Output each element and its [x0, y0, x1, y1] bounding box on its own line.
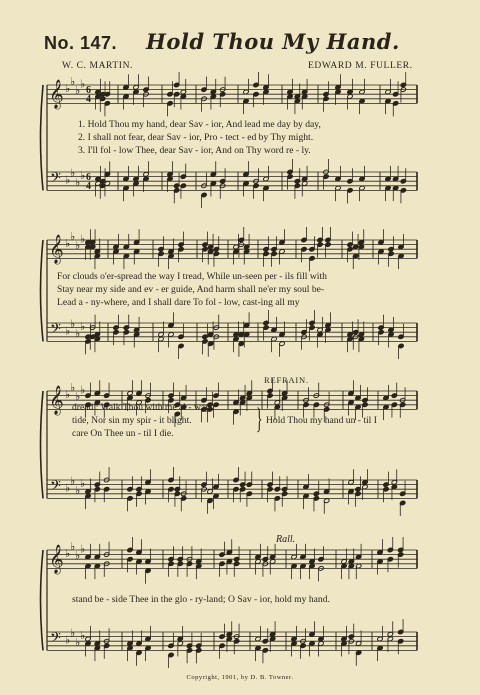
time-signature: 6: [86, 172, 91, 183]
poet-credit: W. C. MARTIN.: [62, 61, 134, 71]
flat-sign: ♭: [75, 390, 81, 404]
time-signature: 4: [86, 94, 91, 105]
flat-sign: ♭: [80, 319, 86, 333]
bass-clef-icon: 𝄢: [50, 630, 61, 650]
flat-sign: ♭: [75, 483, 81, 497]
bass-clef-icon: 𝄢: [50, 321, 61, 341]
flat-sign: ♭: [65, 324, 71, 338]
flat-sign: ♭: [70, 166, 76, 180]
time-signature: 6: [86, 85, 91, 96]
flat-sign: ♭: [70, 474, 76, 488]
flat-sign: ♭: [65, 387, 71, 401]
system3-refrain-text: Hold Thou my hand un - til I: [266, 415, 377, 426]
system2-verse3: Lead a - ny-where, and I shall dare To fol - low, cast-ing all my: [57, 297, 300, 308]
flat-sign: ♭: [75, 239, 81, 253]
flat-sign: ♭: [65, 173, 71, 187]
treble-clef-icon: 𝄞: [49, 234, 64, 263]
flat-sign: ♭: [70, 230, 76, 243]
flat-sign: ♭: [75, 326, 81, 340]
flat-sign: ♭: [75, 549, 81, 563]
flat-sign: ♭: [75, 84, 81, 98]
flat-sign: ♭: [65, 633, 71, 647]
composer-credit: EDWARD M. FULLER.: [308, 61, 413, 71]
flat-sign: ♭: [70, 75, 76, 88]
system3-verse2: tide, Nor sin my spir - it blight.: [72, 415, 192, 426]
system2-verse1: For clouds o'er-spread the way I tread, While un-seen per - ils fill with: [57, 271, 327, 282]
system-brace: [41, 240, 44, 341]
flat-sign: ♭: [70, 626, 76, 640]
verse-brace: }: [255, 402, 263, 435]
system1-verse3: 3. I'll fol - low Thee, dear Sav - ior, And on Thy word re - ly.: [78, 145, 311, 156]
copyright-line: Copyright, 1901, by D. B. Towner.: [186, 674, 294, 681]
treble-clef-icon: 𝄞: [49, 385, 64, 414]
bass-clef-icon: 𝄢: [50, 170, 61, 190]
system-brace: [41, 85, 44, 190]
system3-verse1: dread : Walk Thou with me al - way.: [72, 402, 212, 413]
flat-sign: ♭: [75, 635, 81, 649]
hymn-number: No. 147.: [44, 33, 118, 53]
treble-clef-icon: 𝄞: [49, 544, 64, 573]
flat-sign: ♭: [75, 175, 81, 189]
refrain-marking: REFRAIN.: [264, 375, 309, 385]
rall-marking: Rall.: [276, 534, 296, 545]
flat-sign: ♭: [80, 476, 86, 490]
bass-clef-icon: 𝄢: [50, 478, 61, 498]
system-brace: [41, 391, 44, 498]
flat-sign: ♭: [80, 232, 86, 246]
flat-sign: ♭: [65, 481, 71, 495]
flat-sign: ♭: [80, 542, 86, 556]
system4-lyric: stand be - side Thee in the glo - ry-land; O Sav - ior, hold my hand.: [72, 594, 330, 605]
flat-sign: ♭: [80, 383, 86, 397]
flat-sign: ♭: [70, 317, 76, 331]
system3-verse3: care On Thee un - til I die.: [72, 428, 174, 439]
system2-verse2: Stay near my side and ev - er guide, And harm shall ne'er my soul be-: [57, 284, 325, 295]
flat-sign: ♭: [65, 81, 71, 95]
flat-sign: ♭: [70, 540, 76, 553]
flat-sign: ♭: [80, 628, 86, 642]
treble-clef-icon: 𝄞: [49, 79, 64, 108]
system1-verse2: 2. I shall not fear, dear Sav - ior, Pro - tect - ed by Thy might.: [78, 132, 314, 143]
flat-sign: ♭: [65, 236, 71, 250]
system-brace: [41, 550, 44, 650]
time-signature: 4: [86, 181, 91, 192]
flat-sign: ♭: [80, 168, 86, 182]
flat-sign: ♭: [65, 546, 71, 560]
flat-sign: ♭: [80, 77, 86, 91]
system1-verse1: 1. Hold Thou my hand, dear Sav - ior, And lead me day by day,: [78, 119, 321, 130]
flat-sign: ♭: [70, 381, 76, 394]
hymn-title: Hold Thou My Hand.: [146, 29, 400, 54]
